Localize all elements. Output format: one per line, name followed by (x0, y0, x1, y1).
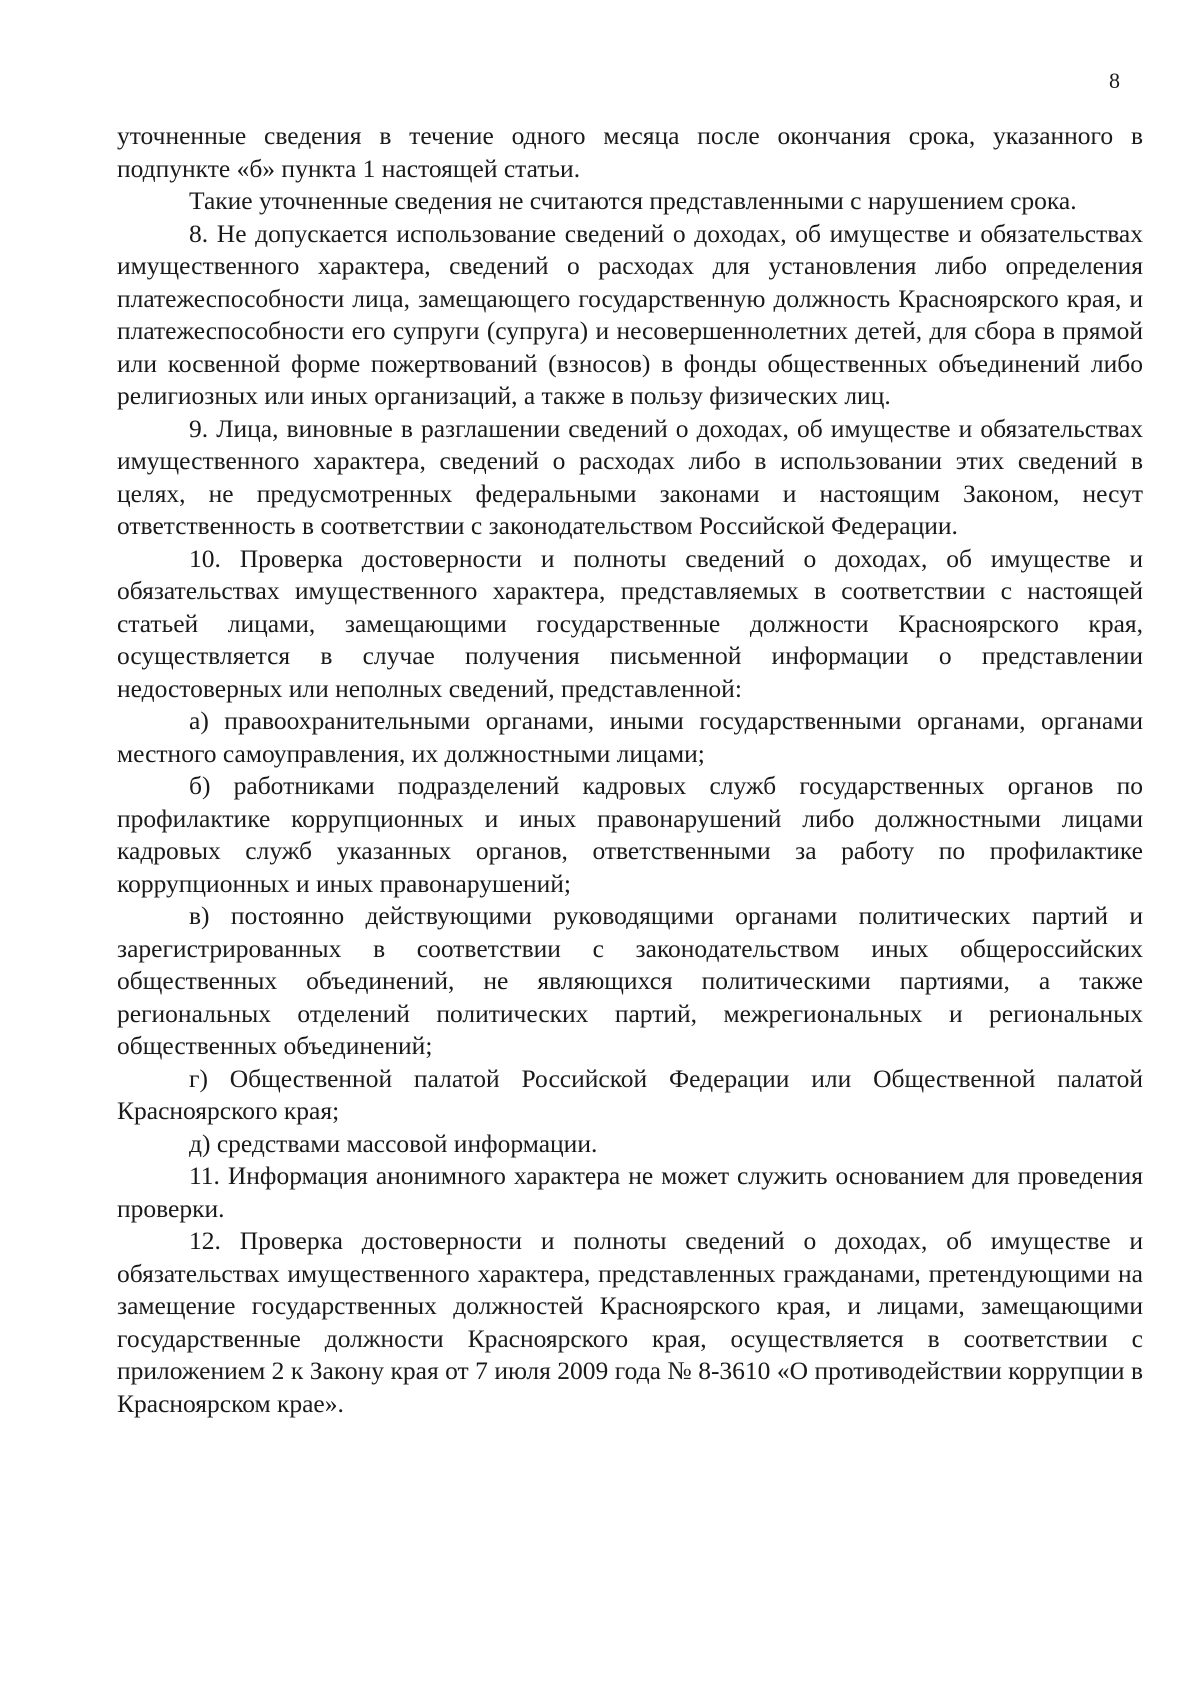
paragraph-item-11: 11. Информация анонимного характера не может служить основанием для проведения проверки. (117, 1161, 1143, 1223)
subitem-d: д) средствами массовой информации. (189, 1128, 598, 1158)
paragraph-item-8: 8. Не допускается использование сведений о доходах, об имуществе и обязательствах имущественного характера, сведений о расходах для установления либо определения платежеспособности лица, замещающего государственную должность Красноярского края, и платежеспособности его супруги (супруга) и несовершеннолетних детей, для сбора в прямой или косвенной форме пожертвований (взносов) в фонды общественных объединений либо религиозных или иных организаций, а также в пользу физических лиц. (117, 218, 1143, 410)
document-body (117, 120, 1143, 1420)
paragraph: Такие уточненные сведения не считаются представленными с нарушением срока. (189, 186, 1077, 215)
subitem-v: в) постоянно действующими руководящими органами политических партий и зарегистрированных в соответствии с законодательством иных общероссийских общественных объединений, не являющихся политическими партиями, а также региональных отделений политических партий, межрегиональных и региональных общественных объединений; (117, 901, 1143, 1060)
subitem-a: а) правоохранительными органами, иными государственными органами, органами местного самоуправления, их должностными лицами; (117, 706, 1143, 768)
subitem-b: б) работниками подразделений кадровых служб государственных органов по профилактике коррупционных и иных правонарушений либо должностными лицами кадровых служб указанных органов, ответственными за работу по профилактике коррупционных и иных правонарушений; (117, 771, 1143, 898)
paragraph-continuation: уточненные сведения в течение одного месяца после окончания срока, указанного в подпункте «б» пункта 1 настоящей статьи. (117, 121, 1143, 183)
paragraph-item-9: 9. Лица, виновные в разглашении сведений о доходах, об имуществе и обязательствах имущественного характера, сведений о расходах либо в использовании этих сведений в целях, не предусмотренных федеральными законами и настоящим Законом, несут ответственность в соответствии с законодательством Российской Федерации. (117, 413, 1143, 540)
paragraph-item-10: 10. Проверка достоверности и полноты сведений о доходах, об имуществе и обязательствах имущественного характера, представляемых в соответствии с настоящей статьей лицами, замещающими государственные должности Красноярского края, осуществляется в случае получения письменной информации о представлении недостоверных или неполных сведений, представленной: (117, 543, 1143, 703)
page-number: 8 (1109, 68, 1120, 93)
paragraph-item-12: 12. Проверка достоверности и полноты сведений о доходах, об имуществе и обязательствах имущественного характера, представленных гражданами, претендующими на замещение государственных должностей Красноярского края, и лицами, замещающими государственные должности Красноярского края, осуществляется в соответствии с приложением 2 к Закону края от 7 июля 2009 года № 8-3610 «О противодействии коррупции в Красноярском крае». (117, 1226, 1143, 1418)
subitem-g: г) Общественной палатой Российской Федерации или Общественной палатой Красноярского края; (117, 1063, 1143, 1125)
